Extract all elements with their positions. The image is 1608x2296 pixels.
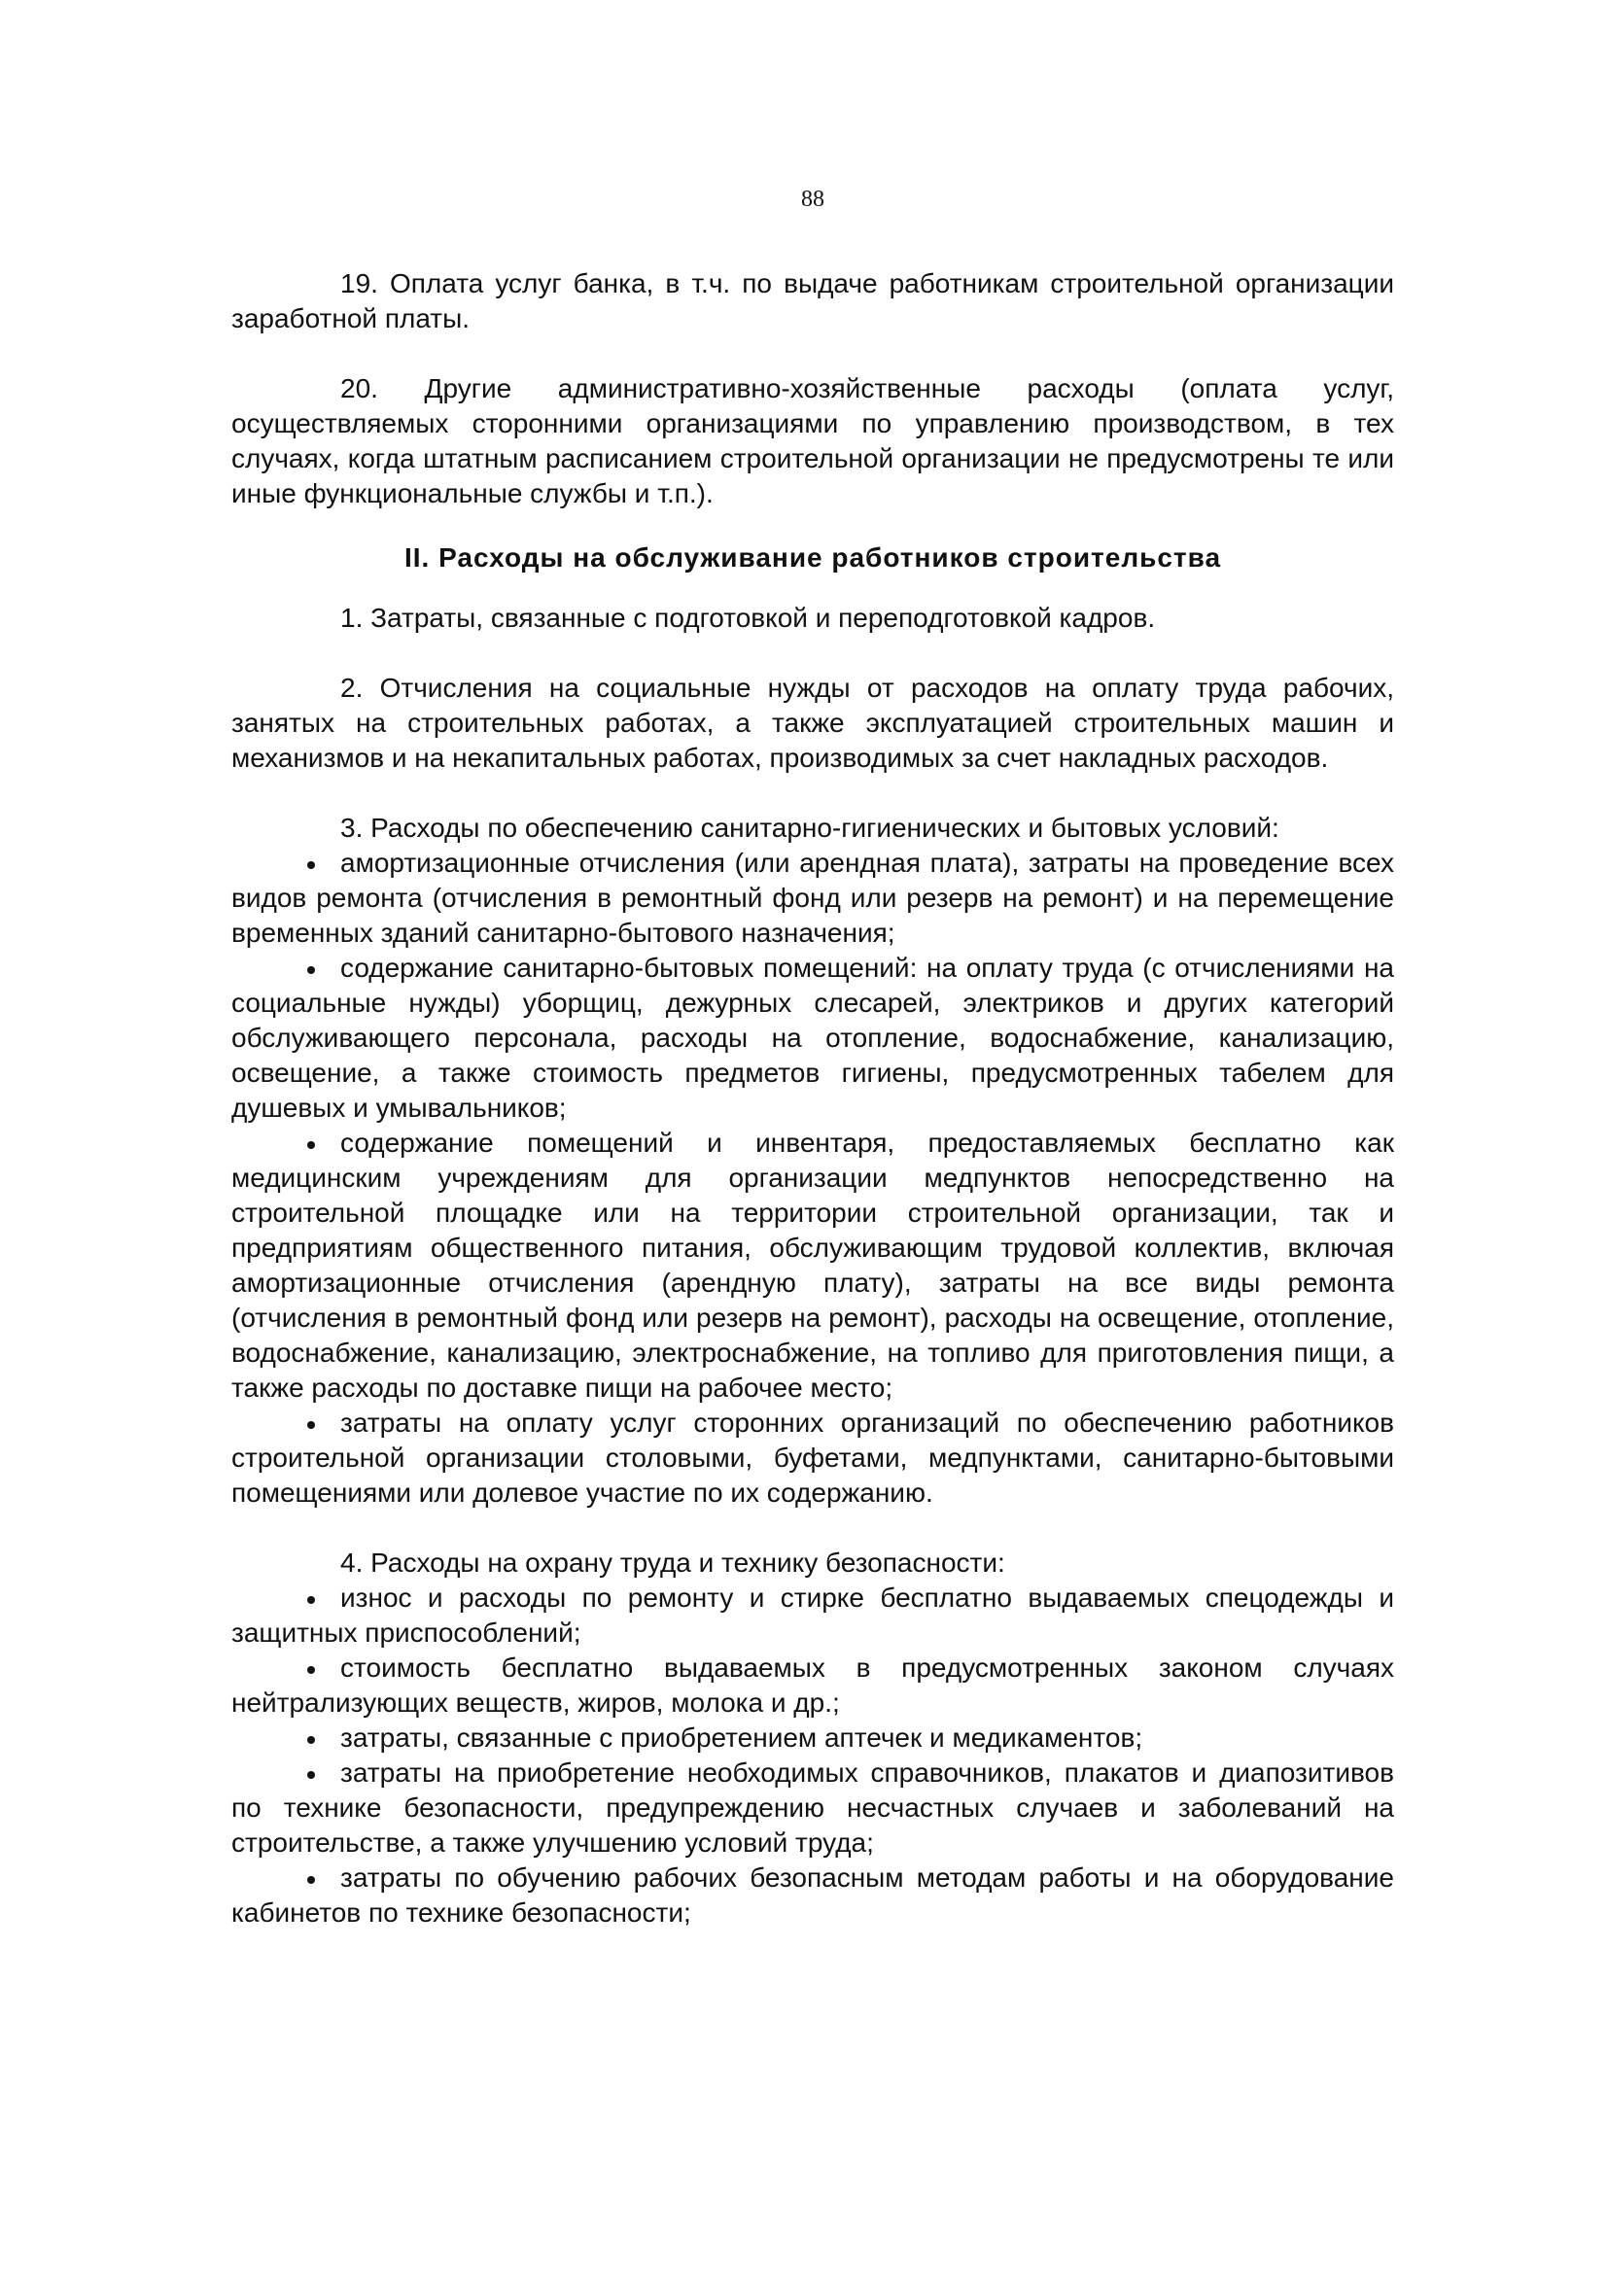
- list-item-text: затраты, связанные с приобретением аптечек и медикаментов;: [340, 1722, 1143, 1753]
- list-item-text: содержание помещений и инвентаря, предоставляемых бесплатно как медицинским учреждениям для организации медпунктов непосредственно на строительной площадке или на территории строительной организации, так и предприятиям общественного питания, обслуживающим трудовой коллектив, включая амортизационные отчисления (арендную плату), затраты на все виды ремонта (отчисления в ремонтный фонд или резерв на ремонт), расходы на освещение, отопление, водоснабжение, канализацию, электроснабжение, на топливо для приготовления пищи, а также расходы по доставке пищи на рабочее место;: [231, 1128, 1394, 1403]
- list-item: [231, 1861, 1394, 1931]
- paragraph-19: 19. Оплата услуг банка, в т.ч. по выдаче работникам строительной организации заработной платы.: [231, 268, 1394, 333]
- list-item-text: содержание санитарно-бытовых помещений: на оплату труда (с отчислениями на социальные нужды) уборщиц, дежурных слесарей, электриков и других категорий обслуживающего персонала, расходы на отопление, водоснабжение, канализацию, освещение, а также стоимость предметов гигиены, предусмотренных табелем для душевых и умывальников;: [231, 953, 1394, 1123]
- item-2: 2. Отчисления на социальные нужды от расходов на оплату труда рабочих, занятых на строительных работах, а также эксплуатацией строительных машин и механизмов и на некапитальных работах, производимых за счет накладных расходов.: [231, 673, 1394, 773]
- section-heading: II. Расходы на обслуживание работников строительства: [403, 542, 1222, 573]
- list-item: [231, 1721, 1394, 1756]
- item-4-intro: 4. Расходы на охрану труда и технику безопасности:: [340, 1548, 1005, 1578]
- item-3-bullet-list: [231, 846, 1394, 1511]
- bullet-icon: [307, 1596, 315, 1604]
- list-item-text: затраты на приобретение необходимых справочников, плакатов и диапозитивов по технике безопасности, предупреждению несчастных случаев и заболеваний на строительстве, а также улучшению условий труда;: [231, 1757, 1394, 1858]
- bullet-icon: [307, 1736, 315, 1744]
- page-number: 88: [801, 187, 824, 212]
- bullet-icon: [307, 1421, 315, 1429]
- item-4-bullet-list: [231, 1581, 1394, 1931]
- list-item: [231, 1126, 1394, 1406]
- item-3-intro: 3. Расходы по обеспечению санитарно-гигиенических и бытовых условий:: [340, 813, 1279, 843]
- list-item: [231, 1756, 1394, 1861]
- list-item-text: износ и расходы по ремонту и стирке бесплатно выдаваемых спецодежды и защитных приспособлений;: [231, 1583, 1394, 1648]
- list-item: [231, 846, 1394, 951]
- list-item: [231, 951, 1394, 1126]
- list-item: [231, 1406, 1394, 1511]
- bullet-icon: [307, 1771, 315, 1779]
- list-item-text: стоимость бесплатно выдаваемых в предусмотренных законом случаях нейтрализующих веществ, жиров, молока и др.;: [231, 1652, 1394, 1718]
- paragraph-20: 20. Другие административно-хозяйственные расходы (оплата услуг, осуществляемых сторонними организациями по управлению производством, в тех случаях, когда штатным расписанием строительной организации не предусмотрены те или иные функциональные службы и т.п.).: [231, 373, 1394, 508]
- bullet-icon: [307, 1141, 315, 1149]
- list-item-text: затраты по обучению рабочих безопасным методам работы и на оборудование кабинетов по технике безопасности;: [231, 1862, 1394, 1928]
- list-item-text: амортизационные отчисления (или арендная плата), затраты на проведение всех видов ремонта (отчисления в ремонтный фонд или резерв на ремонт) и на перемещение временных зданий санитарно-бытового назначения;: [231, 848, 1394, 948]
- bullet-icon: [307, 966, 315, 974]
- bullet-icon: [307, 1876, 315, 1884]
- bullet-icon: [307, 861, 315, 869]
- bullet-icon: [307, 1666, 315, 1674]
- list-item: [231, 1651, 1394, 1721]
- list-item-text: затраты на оплату услуг сторонних организаций по обеспечению работников строительной организации столовыми, буфетами, медпунктами, санитарно-бытовыми помещениями или долевое участие по их содержанию.: [231, 1408, 1394, 1508]
- list-item: [231, 1581, 1394, 1651]
- item-1: 1. Затраты, связанные с подготовкой и переподготовкой кадров.: [340, 603, 1156, 633]
